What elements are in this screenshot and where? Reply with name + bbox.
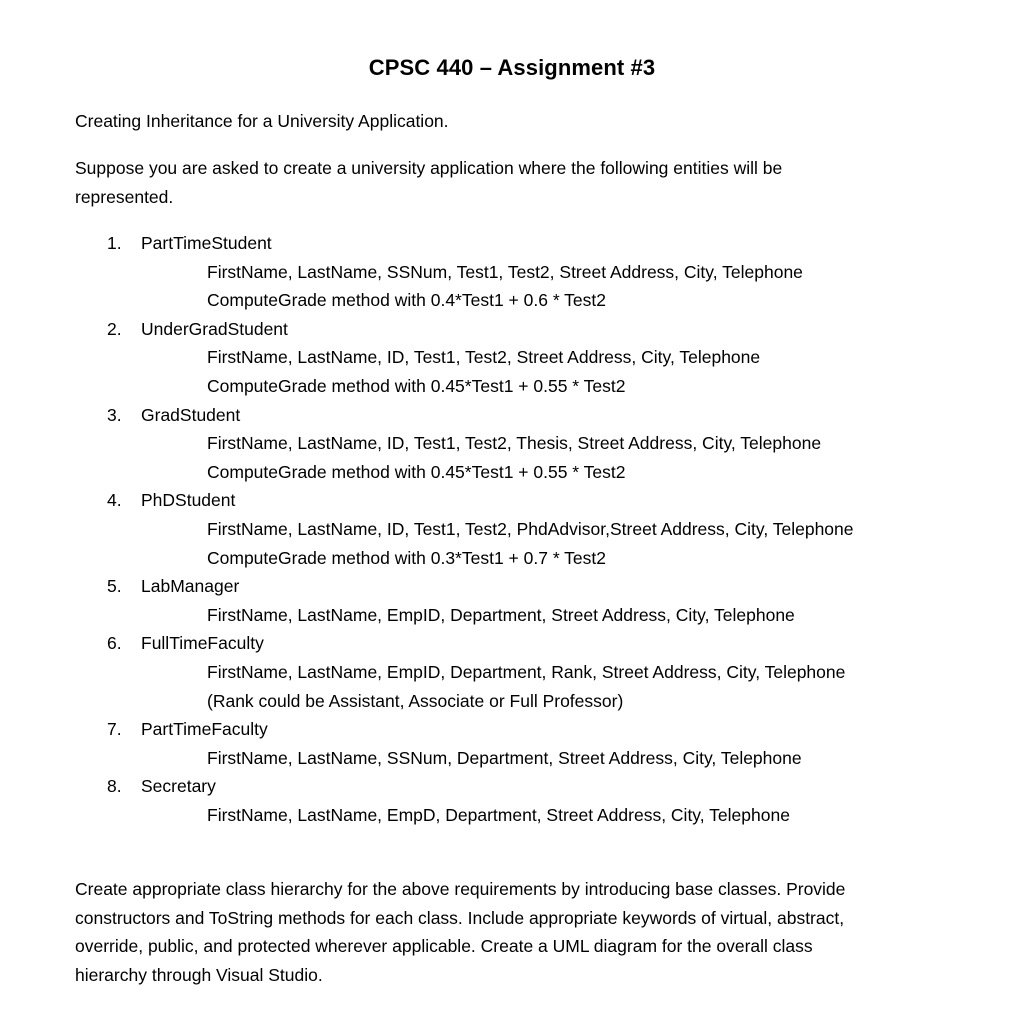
- list-item-name: UnderGradStudent: [141, 318, 288, 339]
- list-item-name: GradStudent: [141, 404, 241, 425]
- list-item-name: PartTimeFaculty: [141, 719, 268, 740]
- list-item-name: Secretary: [141, 776, 216, 797]
- list-item-detail: (Rank could be Assistant, Associate or Full Professor): [207, 690, 624, 711]
- list-item-number: 1.: [107, 233, 122, 253]
- list-item-name: LabManager: [141, 576, 240, 597]
- closing-line: constructors and ToString methods for each class. Include appropriate keywords of virtual, abstract,: [75, 907, 845, 928]
- list-item-number: 6.: [107, 633, 122, 654]
- list-item-detail: FirstName, LastName, EmpID, Department, Rank, Street Address, City, Telephone: [207, 661, 846, 682]
- list-item-grad-student: [0, 401, 1024, 487]
- list-item-detail: FirstName, LastName, EmpD, Department, Street Address, City, Telephone: [207, 804, 790, 825]
- list-item-number: 4.: [107, 490, 122, 511]
- entity-list: [0, 229, 1024, 829]
- document-title: CPSC 440 – Assignment #3: [368, 55, 656, 80]
- list-item-name: PartTimeStudent: [141, 233, 272, 253]
- list-item-number: 7.: [107, 719, 122, 740]
- list-item-number: 5.: [107, 576, 122, 597]
- list-item-part-time-faculty: [0, 715, 1024, 772]
- list-item-phd-student: [0, 486, 1024, 572]
- intro-paragraph: [75, 154, 935, 211]
- list-item-detail: FirstName, LastName, SSNum, Test1, Test2, Street Address, City, Telephone: [207, 261, 803, 282]
- list-item-undergrad-student: [0, 315, 1024, 401]
- list-item-detail: FirstName, LastName, ID, Test1, Test2, PhdAdvisor,Street Address, City, Telephone: [207, 518, 854, 539]
- list-item-detail: ComputeGrade method with 0.3*Test1 + 0.7 * Test2: [207, 547, 607, 568]
- intro-line: represented.: [75, 186, 174, 207]
- list-item-number: 8.: [107, 776, 122, 797]
- list-item-detail: FirstName, LastName, ID, Test1, Test2, Street Address, City, Telephone: [207, 347, 761, 368]
- list-item-full-time-faculty: [0, 629, 1024, 715]
- list-item-number: 2.: [107, 318, 122, 339]
- list-item-detail: ComputeGrade method with 0.45*Test1 + 0.55 * Test2: [207, 461, 626, 482]
- closing-paragraph: [75, 875, 935, 989]
- closing-line: Create appropriate class hierarchy for the above requirements by introducing base classes. Provide: [75, 879, 846, 899]
- list-item-name: FullTimeFaculty: [141, 633, 264, 654]
- list-item-lab-manager: [0, 572, 1024, 629]
- list-item-detail: FirstName, LastName, EmpID, Department, Street Address, City, Telephone: [207, 604, 795, 625]
- list-item-detail: FirstName, LastName, SSNum, Department, Street Address, City, Telephone: [207, 747, 802, 768]
- list-item-part-time-student: [0, 229, 1024, 315]
- document-subtitle: Creating Inheritance for a University Application.: [75, 111, 449, 131]
- intro-line: Suppose you are asked to create a university application where the following entities will be: [75, 158, 783, 178]
- list-item-detail: ComputeGrade method with 0.4*Test1 + 0.6 * Test2: [207, 290, 607, 311]
- closing-line: hierarchy through Visual Studio.: [75, 964, 323, 985]
- list-item-secretary: [0, 772, 1024, 829]
- closing-line: override, public, and protected wherever applicable. Create a UML diagram for the overall class: [75, 936, 813, 957]
- list-item-name: PhDStudent: [141, 490, 236, 511]
- list-item-number: 3.: [107, 404, 122, 425]
- list-item-detail: FirstName, LastName, ID, Test1, Test2, Thesis, Street Address, City, Telephone: [207, 433, 822, 454]
- list-item-detail: ComputeGrade method with 0.45*Test1 + 0.55 * Test2: [207, 375, 626, 396]
